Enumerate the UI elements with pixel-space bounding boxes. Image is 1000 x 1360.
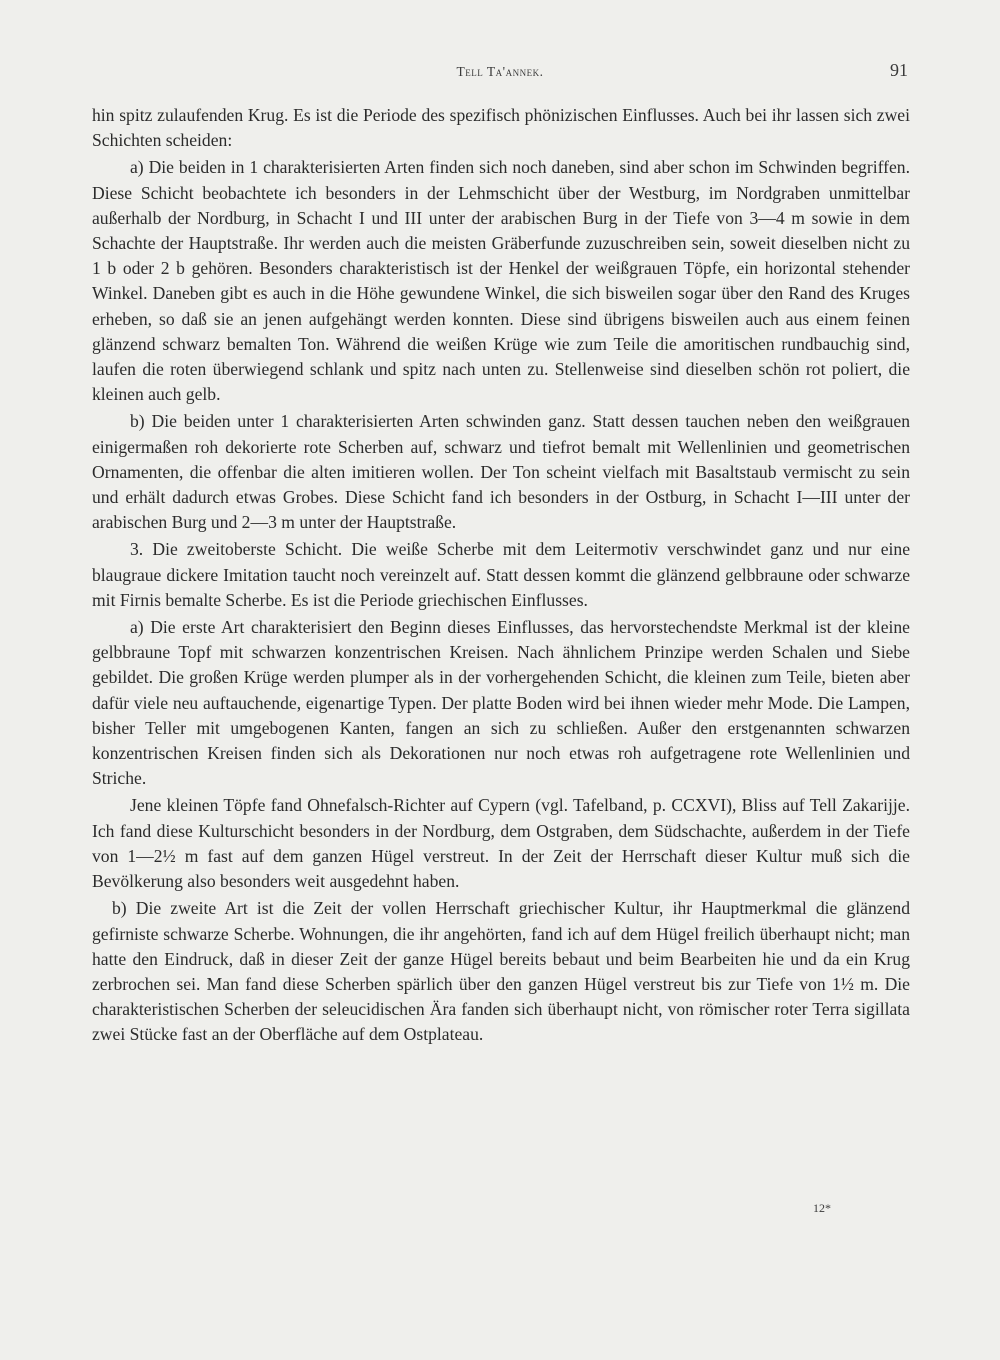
paragraph-2b: b) Die beiden unter 1 charakterisierten Arten schwinden ganz. Statt dessen tauchen neben den weißgrauen einigermaßen roh dekorierte rote Scherben auf, schwarz und tiefrot bemalt mit Wellenlinien und geometrischen Ornamenten, die offenbar die alten imitieren wollen. Der Ton scheint vielfach mit Basaltstaub vermischt zu sein und erhält dadurch etwas Grobes. Diese Schicht fand ich besonders in der Ostburg, in Schacht I—III unter der arabischen Burg und 2—3 m unter der Hauptstraße.: [92, 411, 910, 533]
paragraph-continuation: hin spitz zulaufenden Krug. Es ist die Periode des spezifisch phönizischen Einflusses. Auch bei ihr lassen sich zwei Schichten scheiden:: [92, 105, 910, 151]
paragraph-2a: a) Die beiden in 1 charakterisierten Arten finden sich noch daneben, sind aber schon im Schwinden begriffen. Diese Schicht beobachtete ich besonders in der Lehmschicht über der Westburg, im Nordgraben unmittelbar außerhalb der Nordburg, in Schacht I und III unter der arabischen Burg in der Tiefe von 3—4 m sowie in dem Schachte der Hauptstraße. Ihr werden auch die meisten Gräberfunde zuzuschreiben sein, soweit dieselben nicht zu 1 b oder 2 b gehören. Besonders charakteristisch ist der Henkel der weißgrauen Töpfe, ein horizontal stehender Winkel. Daneben gibt es auch in die Höhe gewundene Winkel, die sich bisweilen sogar über den Rand des Kruges erheben, so daß sie an jenen aufgehängt werden konnten. Diese sind übrigens bisweilen auch aus einem feinen glänzend schwarz bemalten Ton. Während die weißen Krüge wie zum Teile die amoritischen rundbauchig sind, laufen die roten überwiegend schlank und spitz nach unten zu. Stellenweise sind dieselben schön rot poliert, die kleinen auch gelb.: [92, 157, 910, 405]
paragraph-3a-continued: Jene kleinen Töpfe fand Ohnefalsch-Richter auf Cypern (vgl. Tafelband, p. CCXVI), Bliss auf Tell Zakarijje. Ich fand diese Kulturschicht besonders in der Nordburg, dem Ostgraben, dem Südschachte, außerdem in der Tiefe von 1—2½ m fast auf dem ganzen Hügel verstreut. In der Zeit der Herrschaft dieser Kultur muß sich die Bevölkerung also besonders weit ausgedehnt haben.: [92, 795, 910, 892]
paragraph-section-3: 3. Die zweitoberste Schicht. Die weiße Scherbe mit dem Leitermotiv verschwindet ganz und nur eine blaugraue dickere Imitation taucht noch vereinzelt auf. Statt dessen kommt die glänzend gelbbraune oder schwarze mit Firnis bemalte Scherbe. Es ist die Periode griechischen Einflusses.: [92, 539, 910, 610]
running-title: Tell Ta'annek.: [456, 64, 544, 79]
paragraph-3a: a) Die erste Art charakterisiert den Beginn dieses Einflusses, das hervorstechendste Merkmal ist der kleine gelbbraune Topf mit schwarzen konzentrischen Kreisen. Nach ähnlichem Prinzipe werden Schalen und Siebe gebildet. Die großen Krüge werden plumper als in der vorhergehenden Schicht, die kleinen zum Teile, bieten aber dafür viele neu auftauchende, eigenartige Typen. Der platte Boden wird bei ihnen wieder mehr Mode. Die Lampen, bisher Teller mit umgebogenen Kanten, fangen an sich zu schließen. Außer den erstgenannten schwarzen konzentrischen Kreisen finden sich als Dekorationen nur noch etwas roh aufgetragene rote Wellenlinien und Striche.: [92, 617, 910, 789]
page-header: [92, 58, 908, 88]
page-number: 91: [890, 60, 908, 80]
signature-mark: 12*: [813, 1201, 831, 1215]
paragraph-3b: b) Die zweite Art ist die Zeit der vollen Herrschaft griechischer Kultur, ihr Hauptmerkmal die glänzend gefirniste schwarze Scherbe. Wohnungen, die ihr angehörten, fand ich auf dem Hügel freilich überhaupt nicht; man hatte den Eindruck, daß in dieser Zeit der ganze Hügel bereits bebaut und beim Bearbeiten hie und da ein Krug zerbrochen sei. Man fand diese Scherben spärlich über den ganzen Hügel verstreut bis zur Tiefe von 1½ m. Die charakteristischen Scherben der seleucidischen Ära fanden sich überhaupt nicht, von römischer roter Terra sigillata zwei Stücke fast an der Oberfläche auf dem Ostplateau.: [92, 898, 910, 1045]
body-text: [92, 103, 910, 1050]
